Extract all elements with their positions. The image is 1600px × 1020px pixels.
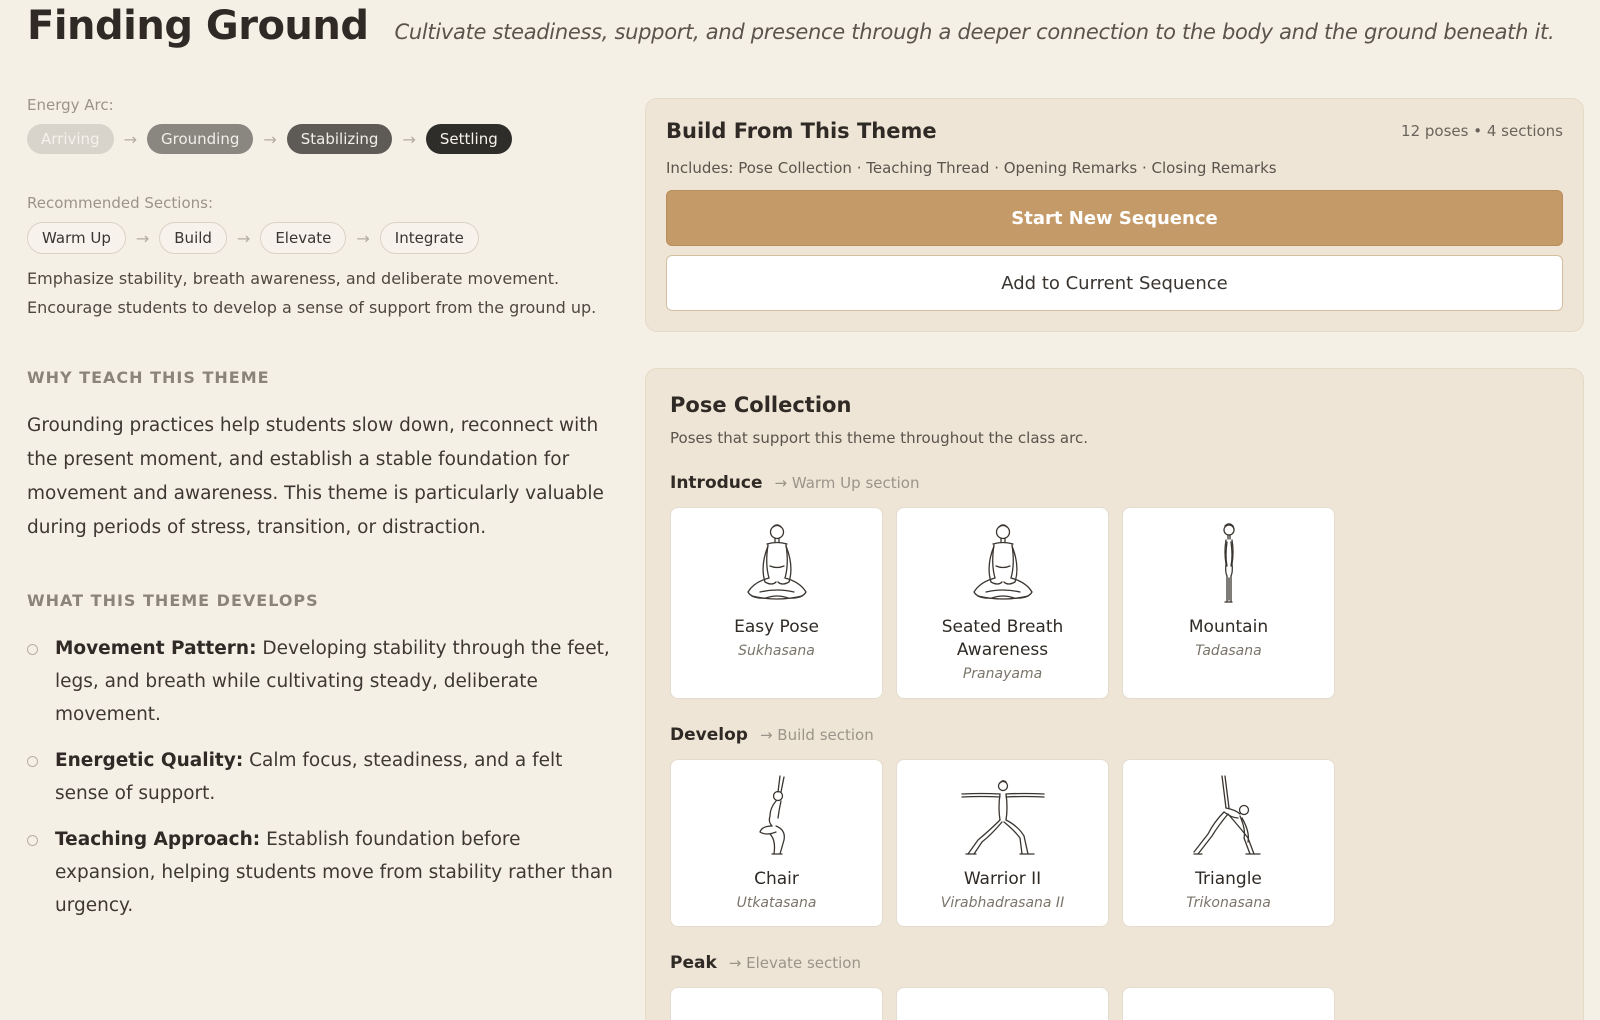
pose-card[interactable]: [1122, 507, 1335, 699]
section-pill-warm-up[interactable]: Warm Up: [27, 222, 126, 254]
seated-pose-icon: [732, 522, 822, 606]
recommended-sections: [27, 222, 617, 254]
start-new-sequence-button[interactable]: Start New Sequence: [666, 190, 1563, 246]
build-header: [666, 119, 1563, 143]
chair-pose-icon: [732, 774, 822, 858]
group-name: Develop: [670, 725, 748, 745]
pose-sanskrit: Utkatasana: [736, 895, 817, 911]
pose-card[interactable]: [1122, 987, 1335, 1020]
arrow-icon: →: [236, 228, 251, 248]
item-text: Developing stability through the feet, legs, and breath while cultivating steady, deliberate movement.: [55, 638, 610, 725]
pose-card[interactable]: [670, 987, 883, 1020]
standing-pose-icon: [1184, 522, 1274, 606]
page-header: [27, 0, 1554, 56]
seated-breath-icon: [958, 522, 1048, 606]
pose-collection-panel: [645, 368, 1584, 1020]
item-label: Movement Pattern:: [55, 638, 257, 659]
pose-card[interactable]: [896, 507, 1109, 699]
energy-stage-grounding: Grounding: [147, 124, 253, 154]
list-item: [27, 744, 617, 810]
add-to-current-sequence-button[interactable]: Add to Current Sequence: [666, 255, 1563, 311]
pose-collection-title: Pose Collection: [670, 393, 852, 417]
pose-name: Chair: [754, 869, 799, 889]
pose-card[interactable]: [1122, 759, 1335, 927]
develops-list: [27, 632, 617, 922]
energy-arc-label: Energy Arc:: [27, 96, 114, 114]
pose-cards: [670, 987, 1559, 1020]
group-section-link[interactable]: → Elevate section: [728, 954, 861, 972]
energy-stage-arriving: Arriving: [27, 124, 114, 154]
pose-sanskrit: Trikonasana: [1186, 895, 1271, 911]
build-title: Build From This Theme: [666, 119, 937, 143]
build-includes: Includes: Pose Collection · Teaching Thread · Opening Remarks · Closing Remarks: [666, 159, 1277, 177]
item-text: Establish foundation before expansion, helping students move from stability rather than urgency.: [55, 829, 613, 916]
item-label: Teaching Approach:: [55, 829, 261, 850]
triangle-pose-icon: [1184, 774, 1274, 858]
warrior-pose-icon: [958, 774, 1048, 858]
pose-sanskrit: Pranayama: [962, 666, 1043, 682]
pose-collection-subtitle: Poses that support this theme throughout the class arc.: [670, 429, 1088, 447]
pose-sanskrit: Sukhasana: [738, 643, 815, 659]
pose-card[interactable]: [896, 759, 1109, 927]
sections-description: Emphasize stability, breath awareness, and deliberate movement. Encourage students to develop a sense of support from the ground up.: [27, 269, 597, 317]
page-title: Finding Ground: [27, 3, 369, 49]
pose-name: Mountain: [1188, 617, 1269, 637]
bullet-icon: [27, 644, 38, 655]
why-heading: WHY TEACH THIS THEME: [27, 368, 270, 387]
pose-name: Warrior II: [963, 869, 1042, 889]
bullet-icon: [27, 835, 38, 846]
build-panel: [645, 98, 1584, 332]
item-label: Energetic Quality:: [55, 750, 244, 771]
develops-heading: WHAT THIS THEME DEVELOPS: [27, 591, 319, 610]
pose-name: Seated Breath Awareness: [941, 617, 1064, 660]
arrow-icon: →: [263, 129, 277, 149]
pose-group-peak: [670, 953, 1559, 973]
theme-details: [27, 96, 617, 935]
pose-cards: [670, 507, 1559, 699]
why-body: Grounding practices help students slow down, reconnect with the present moment, and establish a stable foundation for movement and awareness. This theme is particularly valuable during periods of stress, transition, or distraction.: [27, 415, 604, 538]
group-name: Introduce: [670, 473, 763, 493]
list-item: [27, 632, 617, 731]
energy-stage-settling: Settling: [426, 124, 512, 154]
group-section-link[interactable]: → Build section: [759, 726, 874, 744]
section-pill-integrate[interactable]: Integrate: [380, 222, 479, 254]
list-item: [27, 823, 617, 922]
pose-card[interactable]: [896, 987, 1109, 1020]
arrow-icon: →: [356, 228, 370, 248]
pose-sanskrit: Tadasana: [1195, 643, 1262, 659]
pose-group-introduce: [670, 473, 1559, 493]
arrow-icon: →: [135, 228, 150, 248]
section-pill-build[interactable]: Build: [159, 222, 227, 254]
item-text: Calm focus, steadiness, and a felt sense of support.: [55, 750, 563, 804]
section-pill-elevate[interactable]: Elevate: [260, 222, 346, 254]
energy-arc: [27, 124, 617, 154]
pose-group-develop: [670, 725, 1559, 745]
page-subtitle: Cultivate steadiness, support, and presence through a deeper connection to the body and the ground beneath it.: [394, 20, 1555, 44]
arrow-icon: →: [123, 129, 137, 149]
pose-card[interactable]: [670, 507, 883, 699]
pose-card[interactable]: [670, 759, 883, 927]
recommended-sections-label: Recommended Sections:: [27, 194, 213, 212]
build-meta: 12 poses • 4 sections: [1401, 122, 1563, 140]
group-name: Peak: [670, 953, 717, 973]
pose-cards: [670, 759, 1559, 927]
arrow-icon: →: [402, 129, 416, 149]
pose-name: Triangle: [1195, 869, 1262, 889]
pose-sanskrit: Virabhadrasana II: [940, 895, 1065, 911]
pose-name: Easy Pose: [734, 617, 819, 637]
bullet-icon: [27, 756, 38, 767]
energy-stage-stabilizing: Stabilizing: [287, 124, 393, 154]
group-section-link[interactable]: → Warm Up section: [774, 474, 920, 492]
